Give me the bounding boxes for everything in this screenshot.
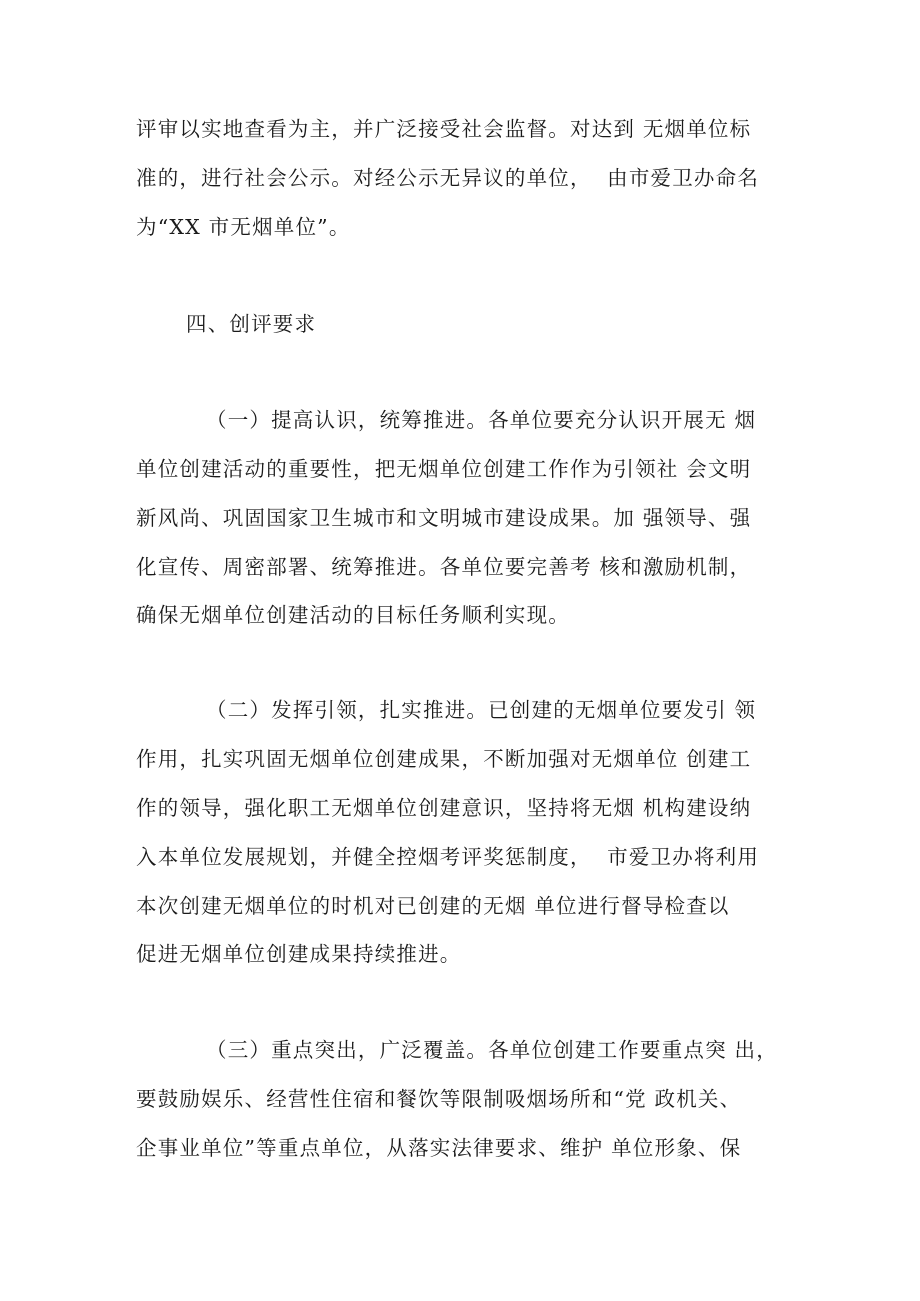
text-line: 企事业单位”等重点单位，从落实法律要求、维护 单位形象、保 bbox=[136, 1136, 742, 1160]
text-line: 入本单位发展规划，并健全控烟考评奖惩制度， 市爱卫办将利用 bbox=[136, 845, 760, 869]
text-line: 化宣传、周密部署、统筹推进。各单位要完善考 核和激励机制， bbox=[136, 555, 752, 579]
text-line: （一）提高认识，统筹推进。各单位要充分认识开展无 烟 bbox=[206, 408, 757, 432]
text-line: 确保无烟单位创建活动的目标任务顺利实现。 bbox=[136, 603, 570, 627]
text-line: 准的，进行社会公示。对经公示无异议的单位， 由市爱卫办命名 bbox=[136, 166, 760, 190]
text-line: 新风尚、巩固国家卫生城市和文明城市建设成果。加 强领导、强 bbox=[136, 506, 752, 530]
text-line: 要鼓励娱乐、经营性住宿和餐饮等限制吸烟场所和“党 政机关、 bbox=[136, 1087, 742, 1111]
text-line: （三）重点突出，广泛覆盖。各单位创建工作要重点突 出， bbox=[206, 1038, 778, 1062]
text-line: 评审以实地查看为主，并广泛接受社会监督。对达到 无烟单位标 bbox=[136, 117, 752, 141]
text-line: （二）发挥引领，扎实推进。已创建的无烟单位要发引 领 bbox=[206, 698, 757, 722]
section-heading: 四、创评要求 bbox=[186, 312, 317, 336]
text-line: 作的领导，强化职工无烟单位创建意识，坚持将无烟 机构建设纳 bbox=[136, 796, 752, 820]
text-line: 为“XX 市无烟单位”。 bbox=[136, 215, 351, 239]
text-line: 本次创建无烟单位的时机对已创建的无烟 单位进行督导检查以 bbox=[136, 894, 730, 918]
text-line: 作用，扎实巩固无烟单位创建成果，不断加强对无烟单位 创建工 bbox=[136, 747, 752, 771]
text-line: 单位创建活动的重要性，把无烟单位创建工作作为引领社 会文明 bbox=[136, 457, 752, 481]
text-line: 促进无烟单位创建成果持续推进。 bbox=[136, 942, 462, 966]
